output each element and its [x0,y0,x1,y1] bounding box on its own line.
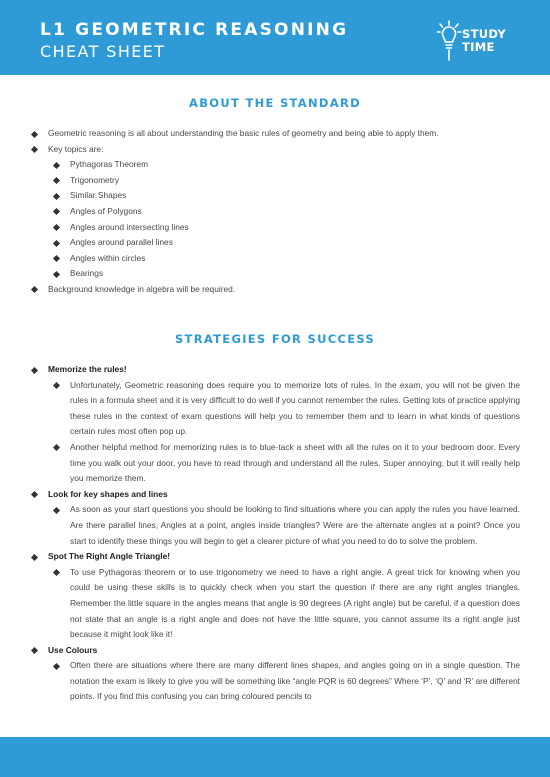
strategy-paragraph: Another helpful method for memorizing rules is to blue-tack a sheet with all the rules on it to your bedroom door. Every time you walk out your door, you have to read through and understand all the rules. Super annoying, but it will really help you memorize them. [30,440,520,487]
diamond-bullet-icon [53,224,60,231]
diamond-bullet-icon [31,366,38,373]
diamond-bullet-icon [53,208,60,215]
footer-band [0,737,550,777]
study-time-logo [437,20,517,62]
topic-item: Angles within circles [30,251,520,267]
list-item: Background knowledge in algebra will be required. [30,282,520,298]
diamond-bullet-icon [53,177,60,184]
diamond-bullet-icon [53,569,60,576]
about-list [30,126,520,298]
topic-item: Angles around parallel lines [30,235,520,251]
topic-item: Trigonometry [30,173,520,189]
diamond-bullet-icon [53,255,60,262]
strategy-heading: Spot The Right Angle Triangle! [30,549,520,565]
page-subtitle: CHEAT SHEET [40,42,166,61]
strategy-paragraph: Often there are situations where there are many different lines shapes, and angles going on in a single question. The notation the exam is likely to give you will be something like “angle PQR is 60 degrees” Where ‘P’, ‘Q’ and ‘R’ are different points. If you find this confusing you can bring coloured pencils to [30,658,520,705]
diamond-bullet-icon [31,130,38,137]
diamond-bullet-icon [53,193,60,200]
logo-text-time: TIME [462,40,495,54]
strategy-heading: Memorize the rules! [30,362,520,378]
lightbulb-icon [437,20,463,62]
diamond-bullet-icon [53,271,60,278]
diamond-bullet-icon [53,663,60,670]
about-section-title: ABOUT THE STANDARD [189,96,361,110]
header-banner [0,0,550,75]
strategies-list [30,362,520,705]
diamond-bullet-icon [31,491,38,498]
list-item: Key topics are: [30,142,520,158]
diamond-bullet-icon [53,162,60,169]
diamond-bullet-icon [53,507,60,514]
diamond-bullet-icon [53,382,60,389]
logo-text-study: STUDY [462,27,507,41]
topic-item: Similar Shapes [30,188,520,204]
topic-item: Angles of Polygons [30,204,520,220]
diamond-bullet-icon [31,146,38,153]
strategy-paragraph: Unfortunately, Geometric reasoning does require you to memorize lots of rules. In the exam, you will not be given the rules in a formula sheet and it is very difficult to do well if you cannot remember the rules. Getting lots of practice applying these rules in the context of exam questions will help you to remember them and to learn in what kinds of questions certain rules most often pop up. [30,378,520,440]
diamond-bullet-icon [53,240,60,247]
strategy-heading: Look for key shapes and lines [30,487,520,503]
strategies-section-title: STRATEGIES FOR SUCCESS [174,332,376,346]
diamond-bullet-icon [53,444,60,451]
topic-item: Angles around intersecting lines [30,220,520,236]
strategy-heading: Use Colours [30,643,520,659]
page-title: L1 GEOMETRIC REASONING [40,20,349,40]
list-item: Geometric reasoning is all about understanding the basic rules of geometry and being able to apply them. [30,126,520,142]
diamond-bullet-icon [31,286,38,293]
strategy-paragraph: To use Pythagoras theorem or to use trigonometry we need to have a right angle. A great trick for knowing when you could be using these skills is to quickly check when you start the question if there are any right angles triangles. Remember the little square in the angles means that angle is 90 degrees (A right angle) but be careful, if a question does not state that an angle is a right angle and does not have the little square, you cannot assume its a right angle just because it might look like it! [30,565,520,643]
diamond-bullet-icon [31,647,38,654]
topic-item: Pythagoras Theorem [30,157,520,173]
strategy-paragraph: As soon as your start questions you should be looking to find situations where you can apply the rules you have learned. Are there parallel lines, Angles at a point, angles inside triangles? Were are the alternate angles at a point? Once you start to identify these things you will begin to get a clearer picture of what you need to do to solve the problem. [30,502,520,549]
diamond-bullet-icon [31,554,38,561]
topic-item: Bearings [30,266,520,282]
